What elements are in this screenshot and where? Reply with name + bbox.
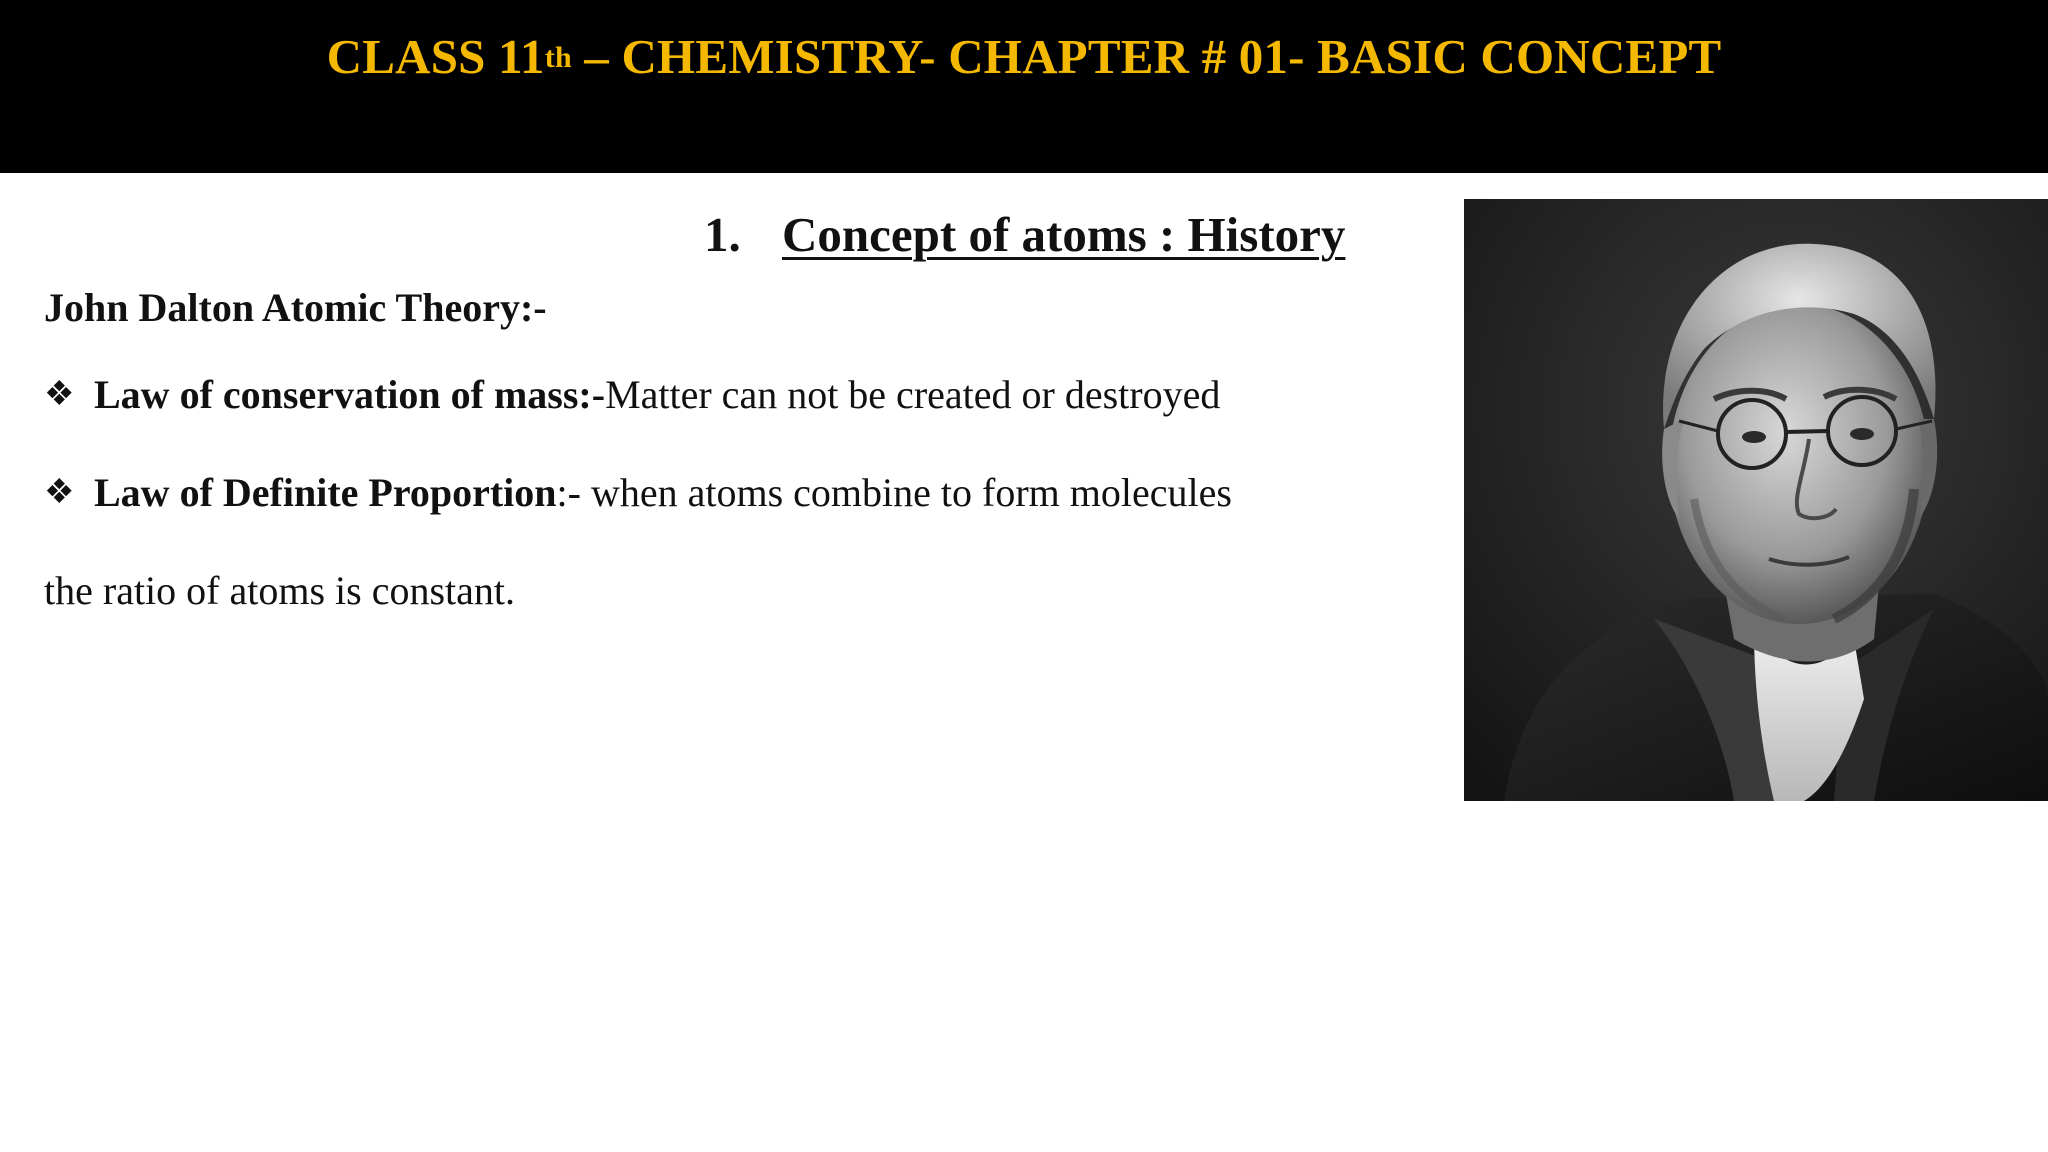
theory-subtitle: John Dalton Atomic Theory:- xyxy=(44,285,547,330)
four-diamond-bullet-icon: ❖ xyxy=(44,376,75,413)
title-bar xyxy=(0,0,2048,173)
section-heading xyxy=(704,206,1345,263)
bullet-text: :- when atoms combine to form molecules xyxy=(556,470,1232,515)
four-diamond-bullet-icon: ❖ xyxy=(44,474,75,511)
bullet-term: Law of Definite Proportion xyxy=(94,470,557,515)
section-title: Concept of atoms : History xyxy=(782,207,1346,262)
bullet-term: Law of conservation of mass:- xyxy=(94,372,606,417)
bullet-item-conservation-of-mass xyxy=(44,371,1220,418)
bullet-text: Matter can not be created or destroyed xyxy=(605,372,1221,417)
portrait-engraving-image xyxy=(1464,199,2048,801)
title-subject: – CHEMISTRY- CHAPTER # 01- BASIC CONCEPT xyxy=(571,29,1722,84)
title-superscript: th xyxy=(544,41,572,74)
section-number: 1. xyxy=(704,207,741,262)
title-class: CLASS 11 xyxy=(326,29,545,84)
bullet-item-definite-proportion xyxy=(44,469,1232,516)
bullet-continuation: the ratio of atoms is constant. xyxy=(44,568,516,613)
john-dalton-portrait xyxy=(1464,199,2048,801)
slide-title xyxy=(0,28,2048,85)
